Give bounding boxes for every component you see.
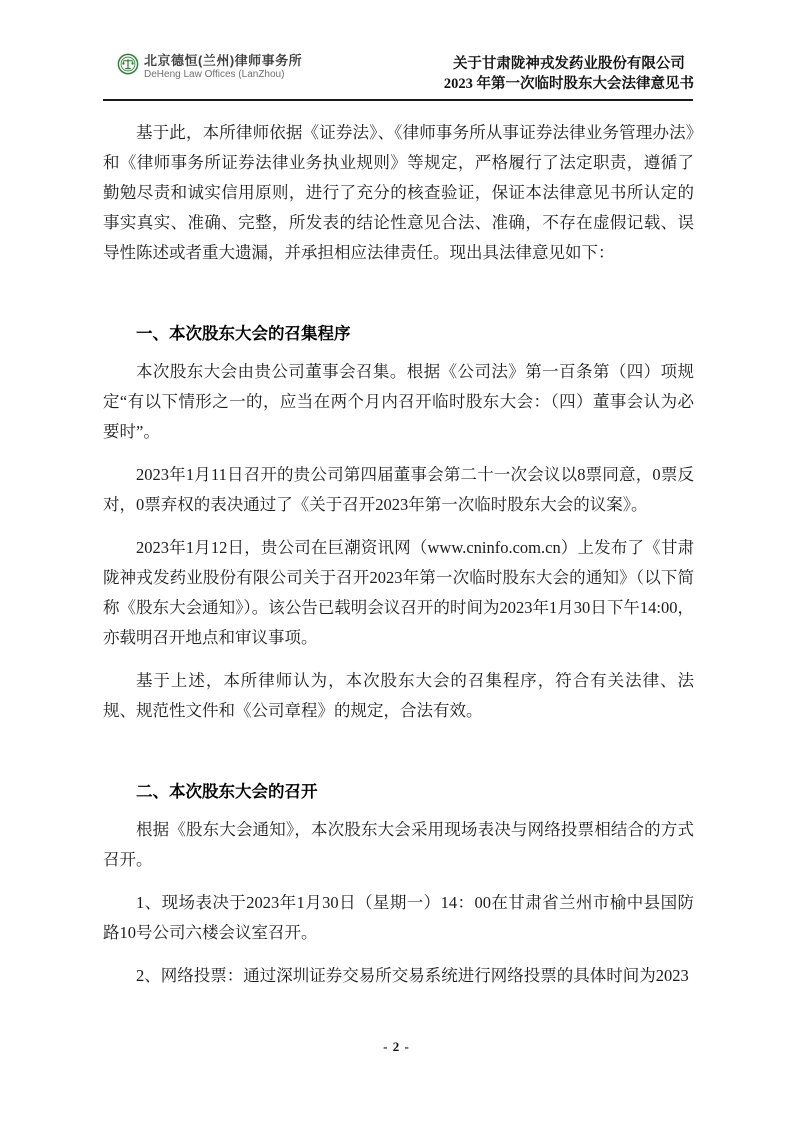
section-2-heading: 二、本次股东大会的召开 — [136, 783, 318, 801]
document-title-line1: 关于甘肃陇神戎发药业股份有限公司 — [452, 56, 685, 72]
section-1-paragraph: 2023年1月12日，贵公司在巨潮资讯网（www.cninfo.com.cn）上发布了《甘肃陇神戎发药业股份有限公司关于召开2023年第一次临时股东大会的通知》（以下简称《股东大会通知》）。该公告已载明会议召开的时间为2023年1月30日下午14:00，亦载明召开地点和审议事项。 — [103, 538, 694, 647]
firm-name-en: DeHeng Law Offices (LanZhou) — [144, 69, 285, 80]
intro-paragraph: 基于此，本所律师依据《证券法》、《律师事务所从事证券法律业务管理办法》和《律师事务所证券法律业务执业规则》等规定，严格履行了法定职责，遵循了勤勉尽责和诚实信用原则，进行了充分的核查验证，保证本法律意见书所认定的事实真实、准确、完整，所发表的结论性意见合法、准确，不存在虚假记载、误导性陈述或者重大遗漏，并承担相应法律责任。现出具法律意见如下： — [103, 123, 694, 262]
document-title-line2: 2023 年第一次临时股东大会法律意见书 — [443, 76, 694, 92]
firm-name-block — [144, 53, 302, 81]
section-2-paragraph: 2、网络投票：通过深圳证券交易所交易系统进行网络投票的具体时间为2023 — [136, 966, 689, 985]
document-title — [444, 50, 694, 94]
page-header — [103, 50, 694, 94]
firm-logo-icon — [117, 53, 139, 75]
document-body — [103, 113, 694, 991]
section-1-paragraph: 2023年1月11日召开的贵公司第四届董事会第二十一次会议以8票同意，0票反对，0票弃权的表决通过了《关于召开2023年第一次临时股东大会的议案》。 — [103, 465, 694, 514]
section-1-heading: 一、本次股东大会的召集程序 — [136, 325, 351, 343]
section-1-paragraph: 基于上述，本所律师认为，本次股东大会的召集程序，符合有关法律、法规、规范性文件和《公司章程》的规定，合法有效。 — [103, 671, 694, 720]
page-number: - 2 - — [383, 1039, 410, 1054]
section-1-paragraph: 本次股东大会由贵公司董事会召集。根据《公司法》第一百条第（四）项规定“有以下情形之一的，应当在两个月内召开临时股东大会：（四）董事会认为必要时”。 — [103, 362, 694, 441]
section-2-paragraph: 1、现场表决于2023年1月30日（星期一）14：00在甘肃省兰州市榆中县国防路10号公司六楼会议室召开。 — [103, 893, 694, 942]
firm-brand — [103, 50, 302, 81]
firm-name-cn: 北京德恒(兰州)律师事务所 — [144, 53, 303, 68]
section-2-paragraph: 根据《股东大会通知》，本次股东大会采用现场表决与网络投票相结合的方式召开。 — [103, 820, 694, 869]
header-divider — [103, 99, 693, 101]
